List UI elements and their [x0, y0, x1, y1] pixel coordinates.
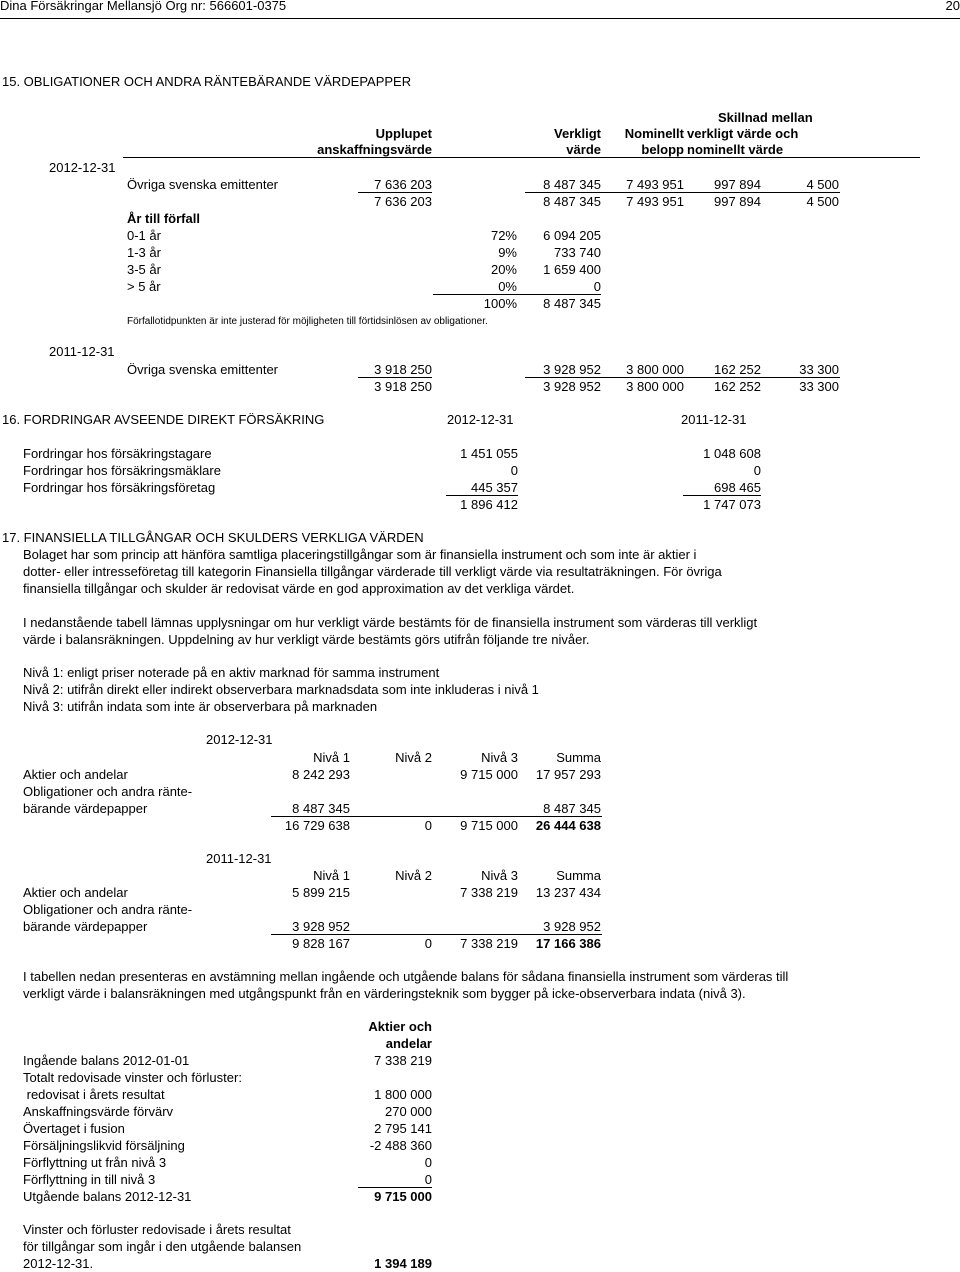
level-definition: Nivå 1: enligt priser noterade på en aktiv marknad för samma instrument: [23, 665, 440, 680]
row-label: Aktier och andelar: [23, 885, 128, 900]
maturity-label: > 5 år: [127, 279, 161, 294]
col-skillnad-3: nominellt värde: [687, 142, 784, 157]
maturity-total-value: 8 487 345: [543, 296, 601, 311]
sum-skillnad: 997 894: [714, 194, 761, 209]
col-verkligt: Verkligt: [554, 126, 601, 141]
sum-extra: 4 500: [806, 194, 839, 209]
recon-label: Övertaget i fusion: [23, 1121, 125, 1136]
date-2012: 2012-12-31: [49, 160, 116, 175]
s16-v2: 1 048 608: [703, 446, 761, 461]
maturity-value: 6 094 205: [543, 228, 601, 243]
recon-label: Försäljningslikvid försäljning: [23, 1138, 185, 1153]
row-label: Aktier och andelar: [23, 767, 128, 782]
cell: 9 715 000: [460, 767, 518, 782]
cell-nominellt: 7 493 951: [626, 177, 684, 192]
rule: [525, 377, 840, 378]
recon-label: Utgående balans 2012-12-31: [23, 1189, 192, 1204]
rule: [358, 377, 432, 378]
s16-row-label: Fordringar hos försäkringsföretag: [23, 480, 216, 495]
sum-extra: 33 300: [799, 379, 839, 394]
row-label: bärande värdepapper: [23, 801, 148, 816]
paragraph-line: I nedanstående tabell lämnas upplysningar om hur verkligt värde bestämts för de finansiella instrument som värderas till verkligt: [23, 615, 758, 630]
header-rule: [0, 18, 960, 19]
total-cell: 16 729 638: [284, 818, 350, 833]
cell-nominellt: 3 800 000: [626, 362, 684, 377]
recon-label: Anskaffningsvärde förvärv: [23, 1104, 174, 1119]
col-summa: Summa: [556, 868, 601, 883]
col-skillnad-2: verkligt värde och: [687, 126, 799, 141]
col-niva2: Nivå 2: [395, 750, 432, 765]
col-niva1: Nivå 1: [313, 868, 350, 883]
s16-col-2011: 2011-12-31: [681, 412, 747, 427]
maturity-title: År till förfall: [127, 211, 200, 226]
paragraph-line: dotter- eller intresseföretag till kategorin Finansiella tillgångar värderade till verkligt värde via resultaträkningen. För övriga: [23, 564, 722, 579]
col-skillnad: Skillnad mellan: [718, 110, 813, 125]
rule: [358, 1187, 432, 1188]
s16-total-v2: 1 747 073: [703, 497, 761, 512]
col-niva3: Nivå 3: [481, 868, 518, 883]
recon-header: andelar: [385, 1036, 432, 1051]
maturity-value: 1 659 400: [543, 262, 601, 277]
maturity-pct: 9%: [498, 245, 517, 260]
rule: [446, 495, 518, 496]
cell: 3 928 952: [292, 919, 350, 934]
maturity-label: 1-3 år: [127, 245, 161, 260]
final-text: för tillgångar som ingår i den utgående balansen: [23, 1239, 302, 1254]
sum-upplupet: 7 636 203: [374, 194, 432, 209]
sum-skillnad: 162 252: [714, 379, 761, 394]
cell-upplupet: 7 636 203: [374, 177, 432, 192]
col-nominellt-2: belopp: [641, 142, 684, 157]
total-cell: 9 715 000: [460, 818, 518, 833]
table1-date: 2012-12-31: [206, 732, 273, 747]
cell: 13 237 434: [535, 885, 601, 900]
cell-extra: 33 300: [799, 362, 839, 377]
recon-value: 2 795 141: [374, 1121, 432, 1136]
level-definition: Nivå 3: utifrån indata som inte är observerbara på marknaden: [23, 699, 378, 714]
header-underline: [123, 157, 920, 158]
final-text: 2012-12-31.: [23, 1256, 94, 1271]
cell: 5 899 215: [292, 885, 350, 900]
sum-verkligt: 8 487 345: [543, 194, 601, 209]
header-company: Dina Försäkringar Mellansjö Org nr: 566601-0375: [0, 0, 287, 13]
paragraph-line: I tabellen nedan presenteras en avstämning mellan ingående och utgående balans för sådana finansiella instrument som värderas till: [23, 969, 789, 984]
total-sum: 26 444 638: [535, 818, 601, 833]
cell: 7 338 219: [460, 885, 518, 900]
s16-v1: 0: [510, 463, 518, 478]
row-label: Övriga svenska emittenter: [127, 362, 279, 377]
paragraph-line: verkligt värde i balansräkningen med utgångspunkt från en värderingsteknik som bygger på icke-observerbara indata (nivå 3).: [23, 986, 746, 1001]
cell-verkligt: 8 487 345: [543, 177, 601, 192]
total-cell: 7 338 219: [460, 936, 518, 951]
cell: 3 928 952: [543, 919, 601, 934]
s16-row-label: Fordringar hos försäkringstagare: [23, 446, 212, 461]
date-2011: 2011-12-31: [49, 344, 115, 359]
total-cell: 9 828 167: [292, 936, 350, 951]
maturity-pct: 20%: [490, 262, 517, 277]
paragraph-line: värde i balansräkningen. Uppdelning av hur verkligt värde bestämts görs utifrån följande tre nivåer.: [23, 632, 590, 647]
maturity-pct: 0%: [498, 279, 517, 294]
recon-value: 0: [424, 1155, 432, 1170]
sum-upplupet: 3 918 250: [374, 379, 432, 394]
total-cell: 0: [424, 818, 432, 833]
col-niva3: Nivå 3: [481, 750, 518, 765]
cell-extra: 4 500: [806, 177, 839, 192]
col-summa: Summa: [556, 750, 601, 765]
s16-col-2012: 2012-12-31: [447, 412, 514, 427]
cell-skillnad: 162 252: [714, 362, 761, 377]
recon-total: 9 715 000: [374, 1189, 432, 1204]
s16-row-label: Fordringar hos försäkringsmäklare: [23, 463, 221, 478]
final-value: 1 394 189: [374, 1256, 432, 1271]
s16-v1: 1 451 055: [460, 446, 518, 461]
section-17-title: 17. FINANSIELLA TILLGÅNGAR OCH SKULDERS VERKLIGA VÄRDEN: [2, 530, 424, 545]
total-cell: 0: [424, 936, 432, 951]
s16-v1: 445 357: [471, 480, 518, 495]
maturity-value: 0: [593, 279, 601, 294]
recon-value: 7 338 219: [374, 1053, 432, 1068]
recon-label: Förflyttning ut från nivå 3: [23, 1155, 167, 1170]
rule: [358, 192, 432, 193]
paragraph-line: finansiella tillgångar och skulder är redovisat värde en god approximation av det verkliga värdet.: [23, 581, 575, 596]
col-verkligt-2: värde: [566, 142, 601, 157]
col-upplupet-2: anskaffningsvärde: [317, 142, 432, 157]
sum-nominellt: 7 493 951: [626, 194, 684, 209]
sum-verkligt: 3 928 952: [543, 379, 601, 394]
recon-label: redovisat i årets resultat: [23, 1087, 165, 1102]
cell: 8 487 345: [292, 801, 350, 816]
recon-header: Aktier och: [368, 1019, 432, 1034]
maturity-note: Förfallotidpunkten är inte justerad för möjligheten till förtidsinlösen av obligationer.: [127, 316, 488, 327]
final-text: Vinster och förluster redovisade i årets resultat: [23, 1222, 291, 1237]
col-niva1: Nivå 1: [313, 750, 350, 765]
cell: 17 957 293: [535, 767, 601, 782]
cell-upplupet: 3 918 250: [374, 362, 432, 377]
rule: [683, 495, 761, 496]
row-label: Obligationer och andra ränte-: [23, 902, 193, 917]
cell-verkligt: 3 928 952: [543, 362, 601, 377]
section-16-title: 16. FORDRINGAR AVSEENDE DIREKT FÖRSÄKRING: [2, 412, 325, 427]
total-sum: 17 166 386: [535, 936, 601, 951]
rule: [433, 294, 601, 295]
cell: 8 487 345: [543, 801, 601, 816]
row-label: bärande värdepapper: [23, 919, 148, 934]
level-definition: Nivå 2: utifrån direkt eller indirekt observerbara marknadsdata som inte inkluderas i nivå 1: [23, 682, 539, 697]
rule: [271, 934, 602, 935]
s16-v2: 0: [753, 463, 761, 478]
recon-label: Förflyttning in till nivå 3: [23, 1172, 156, 1187]
recon-value: -2 488 360: [369, 1138, 432, 1153]
page-number: 20: [945, 0, 960, 13]
section-15-title: 15. OBLIGATIONER OCH ANDRA RÄNTEBÄRANDE VÄRDEPAPPER: [2, 74, 412, 89]
sum-nominellt: 3 800 000: [626, 379, 684, 394]
recon-label: Ingående balans 2012-01-01: [23, 1053, 190, 1068]
maturity-value: 733 740: [554, 245, 601, 260]
table2-date: 2011-12-31: [206, 851, 272, 866]
paragraph-line: Bolaget har som princip att hänföra samtliga placeringstillgångar som är finansiella instrument och som inte är aktier i: [23, 547, 697, 562]
s16-v2: 698 465: [714, 480, 761, 495]
cell: 8 242 293: [292, 767, 350, 782]
rule: [525, 192, 840, 193]
col-niva2: Nivå 2: [395, 868, 432, 883]
recon-value: 270 000: [385, 1104, 432, 1119]
recon-value: 0: [424, 1172, 432, 1187]
rule: [271, 816, 602, 817]
maturity-label: 3-5 år: [127, 262, 161, 277]
row-label: Obligationer och andra ränte-: [23, 784, 193, 799]
recon-label: Totalt redovisade vinster och förluster:: [23, 1070, 242, 1085]
recon-value: 1 800 000: [374, 1087, 432, 1102]
col-nominellt: Nominellt: [624, 126, 684, 141]
s16-total-v1: 1 896 412: [460, 497, 518, 512]
maturity-label: 0-1 år: [127, 228, 161, 243]
col-upplupet: Upplupet: [375, 126, 432, 141]
maturity-pct: 72%: [490, 228, 517, 243]
cell-skillnad: 997 894: [714, 177, 761, 192]
row-label: Övriga svenska emittenter: [127, 177, 279, 192]
maturity-total-pct: 100%: [483, 296, 517, 311]
